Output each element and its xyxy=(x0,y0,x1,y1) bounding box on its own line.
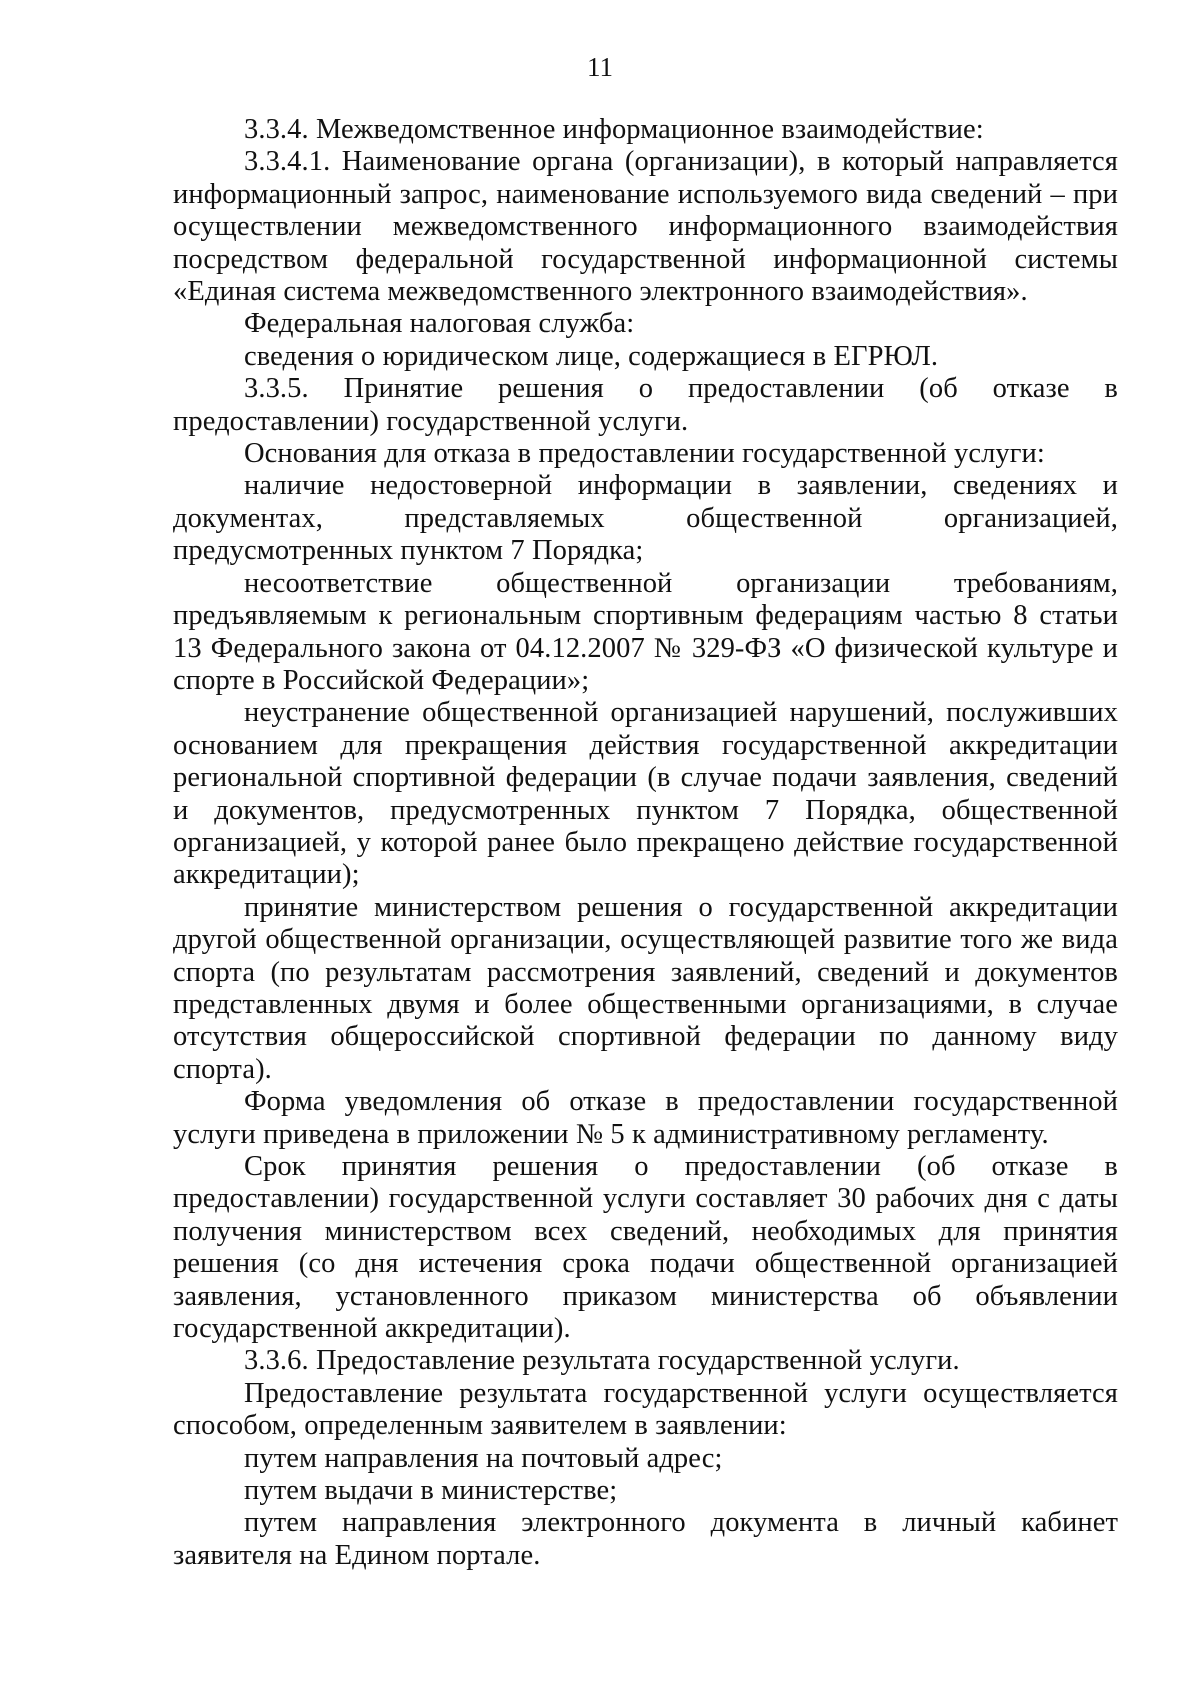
list-item-postal: путем направления на почтовый адрес; xyxy=(244,1442,723,1474)
paragraph-3-3-4-1: 3.3.4.1. Наименование органа (организации), в который направляется информационный запрос, наименование используемого вида сведений – при осуществлении межведомственного информационного взаимодействия посредством федеральной государственной информационной системы «Единая система межведомственного электронного взаимодействия». xyxy=(173,146,1118,308)
section-heading-3-3-4: 3.3.4. Межведомственное информационное взаимодействие: xyxy=(244,114,984,145)
document-body xyxy=(173,114,1118,1572)
list-item-unreliable-info: наличие недостоверной информации в заявлении, сведениях и документах, представляемых общественной организацией, предусмотренных пунктом 7 Порядка; xyxy=(173,470,1118,567)
list-item-noncompliance: несоответствие общественной организации требованиям, предъявляемым к региональным спортивным федерациям частью 8 статьи 13 Федерального закона от 04.12.2007 № 329-ФЗ «О физической культуре и спорте в Российской Федерации»; xyxy=(173,567,1118,696)
paragraph-decision-term: Срок принятия решения о предоставлении (об отказе в предоставлении) государственной услуги составляет 30 рабочих дня с даты получения министерством всех сведений, необходимых для принятия решения (со дня истечения срока подачи общественной организацией заявления, установленного приказом министерства об объявлении государственной аккредитации). xyxy=(173,1151,1118,1345)
paragraph-refusal-form: Форма уведомления об отказе в предоставлении государственной услуги приведена в приложении № 5 к административному регламенту. xyxy=(173,1086,1118,1150)
paragraph-egrul: сведения о юридическом лице, содержащиеся в ЕГРЮЛ. xyxy=(244,340,939,372)
list-item-other-accreditation: принятие министерством решения о государственной аккредитации другой общественной организации, осуществляющей развитие того же вида спорта (по результатам рассмотрения заявлений, сведений и документов представленных двумя и более общественными организациями, в случае отсутствия общероссийской спортивной федерации по данному виду спорта). xyxy=(173,891,1118,1085)
page-number: 11 xyxy=(587,52,613,82)
list-item-electronic: путем направления электронного документа в личный кабинет заявителя на Едином портале. xyxy=(173,1507,1118,1571)
paragraph-tax-service: Федеральная налоговая служба: xyxy=(244,308,635,340)
paragraph-result-delivery: Предоставление результата государственной услуги осуществляется способом, определенным заявителем в заявлении: xyxy=(173,1377,1118,1442)
list-item-ministry: путем выдачи в министерстве; xyxy=(244,1475,618,1507)
list-item-violations: неустранение общественной организацией нарушений, послуживших основанием для прекращения действия государственной аккредитации региональной спортивной федерации (в случае подачи заявления, сведений и документов, предусмотренных пунктом 7 Порядка, общественной организацией, у которой ранее было прекращено действие государственной аккредитации); xyxy=(173,697,1118,891)
section-heading-3-3-6: 3.3.6. Предоставление результата государственной услуги. xyxy=(244,1345,960,1377)
section-heading-3-3-5: 3.3.5. Принятие решения о предоставлении (об отказе в предоставлении) государственной услуги. xyxy=(173,373,1118,437)
paragraph-refusal-grounds: Основания для отказа в предоставлении государственной услуги: xyxy=(244,438,1045,470)
